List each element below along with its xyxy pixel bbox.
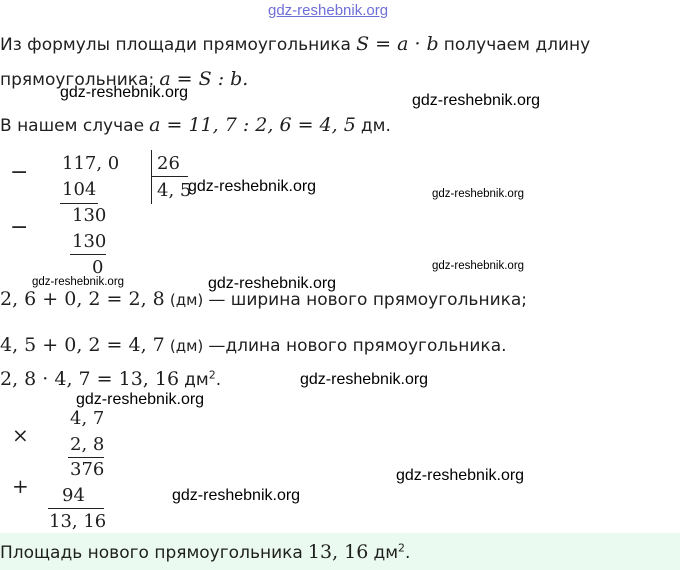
width-formula: 2, 6 + 0, 2 = 2, 8 bbox=[0, 288, 165, 310]
formula-intro-line bbox=[0, 33, 590, 55]
times-sign: × bbox=[12, 423, 29, 447]
length-text: прямоугольника: bbox=[0, 70, 155, 90]
watermark: gdz-reshebnik.org bbox=[396, 467, 525, 484]
watermark: gdz-reshebnik.org bbox=[60, 84, 189, 101]
case-formula: a = 11, 7 : 2, 6 = 4, 5 bbox=[149, 114, 356, 136]
answer-unit-sup: 2 bbox=[398, 541, 406, 555]
length-line bbox=[0, 334, 507, 356]
watermark: gdz-reshebnik.org bbox=[188, 178, 317, 195]
divisor-underline bbox=[152, 176, 188, 177]
area-dot: . bbox=[215, 370, 222, 390]
subtrahend-1: 104 bbox=[62, 179, 97, 200]
divisor: 26 bbox=[157, 153, 180, 174]
partial-1: 376 bbox=[70, 459, 105, 480]
watermark: gdz-reshebnik.org bbox=[432, 260, 525, 272]
watermark: gdz-reshebnik.org bbox=[412, 92, 541, 109]
division-underline-2 bbox=[70, 254, 106, 255]
partial-2: 94 bbox=[62, 485, 85, 506]
factor-a: 4, 7 bbox=[70, 408, 105, 429]
answer-unit: дм bbox=[373, 543, 399, 563]
remainder-1: 130 bbox=[72, 205, 107, 226]
area-product-formula: 2, 8 · 4, 7 = 13, 16 bbox=[0, 368, 180, 390]
area-formula: S = a · b bbox=[356, 33, 439, 55]
intro-text: Из формулы площади прямоугольника bbox=[0, 35, 351, 55]
division-bracket bbox=[151, 150, 152, 204]
watermark: gdz-reshebnik.org bbox=[300, 371, 429, 388]
remainder-2: 0 bbox=[92, 257, 104, 278]
watermark: gdz-reshebnik.org bbox=[32, 276, 125, 288]
subtrahend-2: 130 bbox=[72, 231, 107, 252]
length-text: —длина нового прямоугольника. bbox=[208, 336, 507, 356]
answer-dot: . bbox=[405, 543, 411, 563]
minus-sign: − bbox=[10, 160, 29, 185]
length-sum-formula: 4, 5 + 0, 2 = 4, 7 bbox=[0, 334, 165, 356]
area-unit: дм bbox=[184, 370, 209, 390]
width-line bbox=[0, 288, 527, 310]
answer-text: Площадь нового прямоугольника bbox=[0, 543, 303, 563]
mult-underline-2 bbox=[48, 508, 104, 509]
watermark: gdz-reshebnik.org bbox=[208, 275, 337, 292]
mult-underline-1 bbox=[68, 457, 104, 458]
quotient: 4, 5 bbox=[157, 180, 192, 201]
answer-value: 13, 16 bbox=[307, 541, 369, 563]
watermark: gdz-reshebnik.org bbox=[432, 188, 525, 200]
case-text: В нашем случае bbox=[0, 116, 145, 136]
width-unit: (дм) bbox=[169, 291, 204, 309]
watermark: gdz-reshebnik.org bbox=[172, 487, 301, 504]
minus-sign: − bbox=[10, 215, 29, 240]
factor-b: 2, 8 bbox=[70, 434, 105, 455]
width-text: — ширина нового прямоугольника; bbox=[208, 290, 528, 310]
intro-text-2: получаем длину bbox=[443, 35, 591, 55]
product: 13, 16 bbox=[49, 511, 107, 532]
answer-box bbox=[0, 533, 680, 570]
case-unit: дм. bbox=[360, 116, 391, 136]
case-line bbox=[0, 114, 391, 136]
plus-sign: + bbox=[12, 474, 29, 498]
length-formula: a = S : b. bbox=[159, 68, 249, 90]
division-underline-1 bbox=[60, 203, 98, 204]
answer-line bbox=[0, 541, 410, 563]
watermark-top: gdz-reshebnik.org bbox=[268, 2, 389, 19]
watermark: gdz-reshebnik.org bbox=[76, 391, 205, 408]
area-line bbox=[0, 368, 221, 390]
length-unit: (дм) bbox=[169, 337, 204, 355]
dividend: 117, 0 bbox=[62, 153, 120, 174]
area-unit-sup: 2 bbox=[208, 368, 216, 382]
